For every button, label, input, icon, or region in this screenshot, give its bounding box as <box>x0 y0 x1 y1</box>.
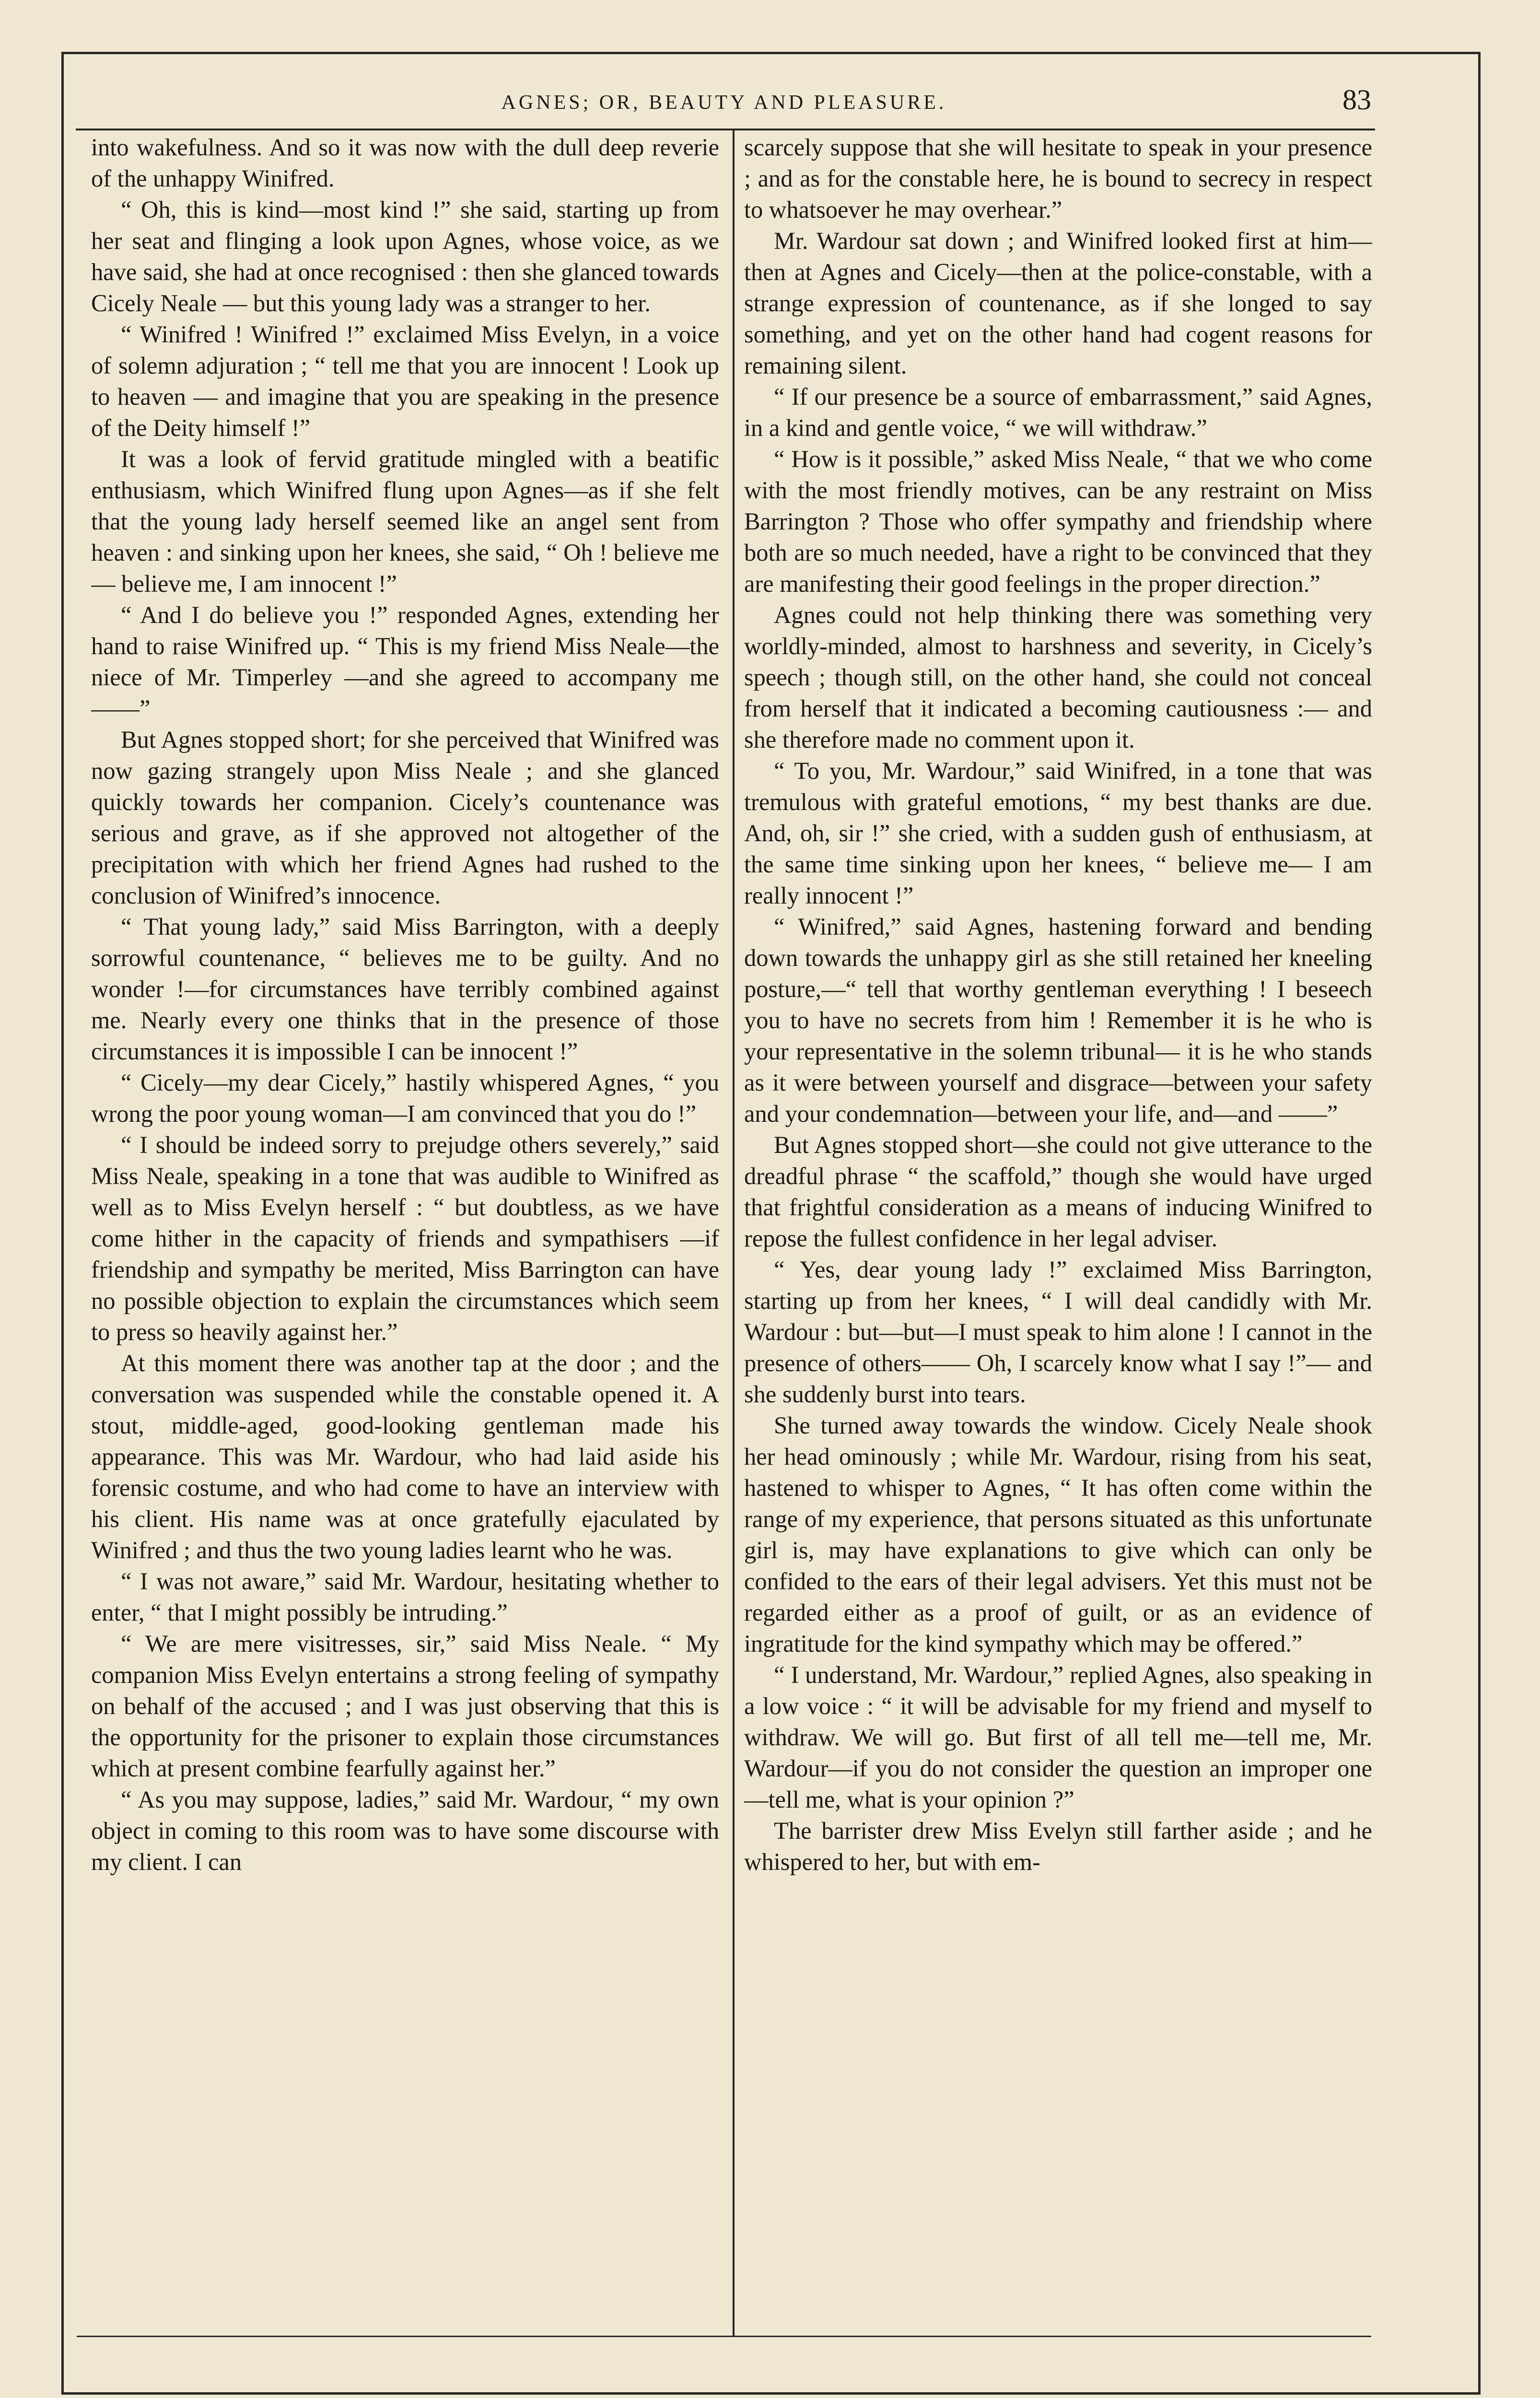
paragraph: At this moment there was another tap at the door ; and the conversation was suspended while the constable opened it. A stout, middle-aged, good-looking gentleman made his appearance. This was Mr. Wardour, who had laid aside his forensic costume, and who had come to have an interview with his client. His name was at once gratefully ejaculated by Winifred ; and thus the two young ladies learnt who he was. <box>91 1350 719 1563</box>
paragraph: But Agnes stopped short; for she perceived that Winifred was now gazing strangely upon Miss Neale ; and she glanced quickly towards her companion. Cicely’s countenance was serious and grave, as if she approved not altogether of the precipitation with which her friend Agnes had rushed to the conclusion of Winifred’s innocence. <box>91 726 719 909</box>
column-divider <box>733 129 735 2336</box>
paragraph: into wakefulness. And so it was now with the dull deep reverie of the unhappy Winifred. <box>91 134 719 192</box>
paragraph: “ I was not aware,” said Mr. Wardour, hesitating whether to enter, “ that I might possibly be intruding.” <box>91 1568 719 1626</box>
paragraph: Agnes could not help thinking there was something very worldly-minded, almost to harshness and severity, in Cicely’s speech ; though still, on the other hand, she could not conceal from herself that it indicated a becoming cautiousness :— and she therefore made no comment upon it. <box>744 601 1372 753</box>
right-column <box>744 132 1372 2319</box>
paragraph: “ Oh, this is kind—most kind !” she said, starting up from her seat and flinging a look upon Agnes, whose voice, as we have said, she had at once recognised : then she glanced towards Cicely Neale — but this young lady was a stranger to her. <box>91 196 719 317</box>
page-header <box>77 82 1371 120</box>
paragraph: scarcely suppose that she will hesitate to speak in your presence ; and as for the constable here, he is bound to secrecy in respect to whatsoever he may overhear.” <box>744 134 1372 223</box>
paragraph: “ Winifred ! Winifred !” exclaimed Miss Evelyn, in a voice of solemn adjuration ; “ tell me that you are innocent ! Look up to heaven — and imagine that you are speaking in the presence of the Deity himself !” <box>91 321 719 441</box>
paragraph: “ If our presence be a source of embarrassment,” said Agnes, in a kind and gentle voice, “ we will withdraw.” <box>744 383 1372 441</box>
paragraph: “ To you, Mr. Wardour,” said Winifred, in a tone that was tremulous with grateful emotions, “ my best thanks are due. And, oh, sir !” she cried, with a sudden gush of enthusiasm, at the same time sinking upon her knees, “ believe me— I am really innocent !” <box>744 757 1372 909</box>
paragraph: “ Yes, dear young lady !” exclaimed Miss Barrington, starting up from her knees, “ I will deal candidly with Mr. Wardour : but—but—I must speak to him alone ! I cannot in the presence of others—— Oh, I scarcely know what I say !”— and she suddenly burst into tears. <box>744 1256 1372 1408</box>
paragraph: But Agnes stopped short—she could not give utterance to the dreadful phrase “ the scaffold,” though she would have urged that frightful consideration as a means of inducing Winifred to repose the fullest confidence in her legal adviser. <box>744 1131 1372 1252</box>
paragraph: “ I understand, Mr. Wardour,” replied Agnes, also speaking in a low voice : “ it will be advisable for my friend and myself to withdraw. We will go. But first of all tell me—tell me, Mr. Wardour—if you do not consider the question an improper one—tell me, what is your opinion ?” <box>744 1661 1372 1813</box>
left-column <box>91 132 719 2319</box>
paragraph: “ That young lady,” said Miss Barrington, with a deeply sorrowful countenance, “ believes me to be guilty. And no wonder !—for circumstances have terribly combined against me. Nearly every one thinks that in the presence of those circumstances it is impossible I can be innocent !” <box>91 913 719 1065</box>
paragraph: “ As you may suppose, ladies,” said Mr. Wardour, “ my own object in coming to this room was to have some discourse with my client. I can <box>91 1786 719 1875</box>
page-number: 83 <box>1342 84 1371 116</box>
paragraph: “ And I do believe you !” responded Agnes, extending her hand to raise Winifred up. “ This is my friend Miss Neale—the niece of Mr. Timperley —and she agreed to accompany me——” <box>91 601 719 722</box>
paragraph: “ Cicely—my dear Cicely,” hastily whispered Agnes, “ you wrong the poor young woman—I am convinced that you do !” <box>91 1069 719 1127</box>
paragraph: “ Winifred,” said Agnes, hastening forward and bending down towards the unhappy girl as she still retained her kneeling posture,—“ tell that worthy gentleman everything ! I beseech you to have no secrets from him ! Remember it is he who is your representative in the solemn tribunal— it is he who stands as it were between yourself and disgrace—between your safety and your condemnation—between your life, and—and ——” <box>744 913 1372 1127</box>
running-head: AGNES; OR, BEAUTY AND PLEASURE. <box>501 92 947 114</box>
footer-rule <box>77 2336 1371 2337</box>
paragraph: “ I should be indeed sorry to prejudge others severely,” said Miss Neale, speaking in a tone that was audible to Winifred as well as to Miss Evelyn herself : “ but doubtless, as we have come hither in the capacity of friends and sympathisers —if friendship and sympathy be merited, Miss Barrington can have no possible objection to explain the circumstances which seem to press so heavily against her.” <box>91 1131 719 1345</box>
paragraph: “ How is it possible,” asked Miss Neale, “ that we who come with the most friendly motives, can be any restraint on Miss Barrington ? Those who offer sympathy and friendship where both are so much needed, have a right to be convinced that they are manifesting their good feelings in the proper direction.” <box>744 446 1372 597</box>
header-rule <box>76 129 1375 130</box>
paragraph: Mr. Wardour sat down ; and Winifred looked first at him—then at Agnes and Cicely—then at the police-constable, with a strange expression of countenance, as if she longed to say something, and yet on the other hand had cogent reasons for remaining silent. <box>744 227 1372 379</box>
paragraph: “ We are mere visitresses, sir,” said Miss Neale. “ My companion Miss Evelyn entertains a strong feeling of sympathy on behalf of the accused ; and I was just observing that this is the opportunity for the prisoner to explain those circumstances which at present combine fearfully against her.” <box>91 1630 719 1782</box>
paragraph: It was a look of fervid gratitude mingled with a beatific enthusiasm, which Winifred flung upon Agnes—as if she felt that the young lady herself seemed like an angel sent from heaven : and sinking upon her knees, she said, “ Oh ! believe me— believe me, I am innocent !” <box>91 446 719 597</box>
paragraph: She turned away towards the window. Cicely Neale shook her head ominously ; while Mr. Wardour, rising from his seat, hastened to whisper to Agnes, “ It has often come within the range of my experience, that persons situated as this unfortunate girl is, may have explanations to give which can only be confided to the ears of their legal advisers. Yet this must not be regarded either as a proof of guilt, or as an evidence of ingratitude for the kind sympathy which may be offered.” <box>744 1412 1372 1657</box>
paragraph: The barrister drew Miss Evelyn still farther aside ; and he whispered to her, but with em- <box>744 1817 1372 1875</box>
